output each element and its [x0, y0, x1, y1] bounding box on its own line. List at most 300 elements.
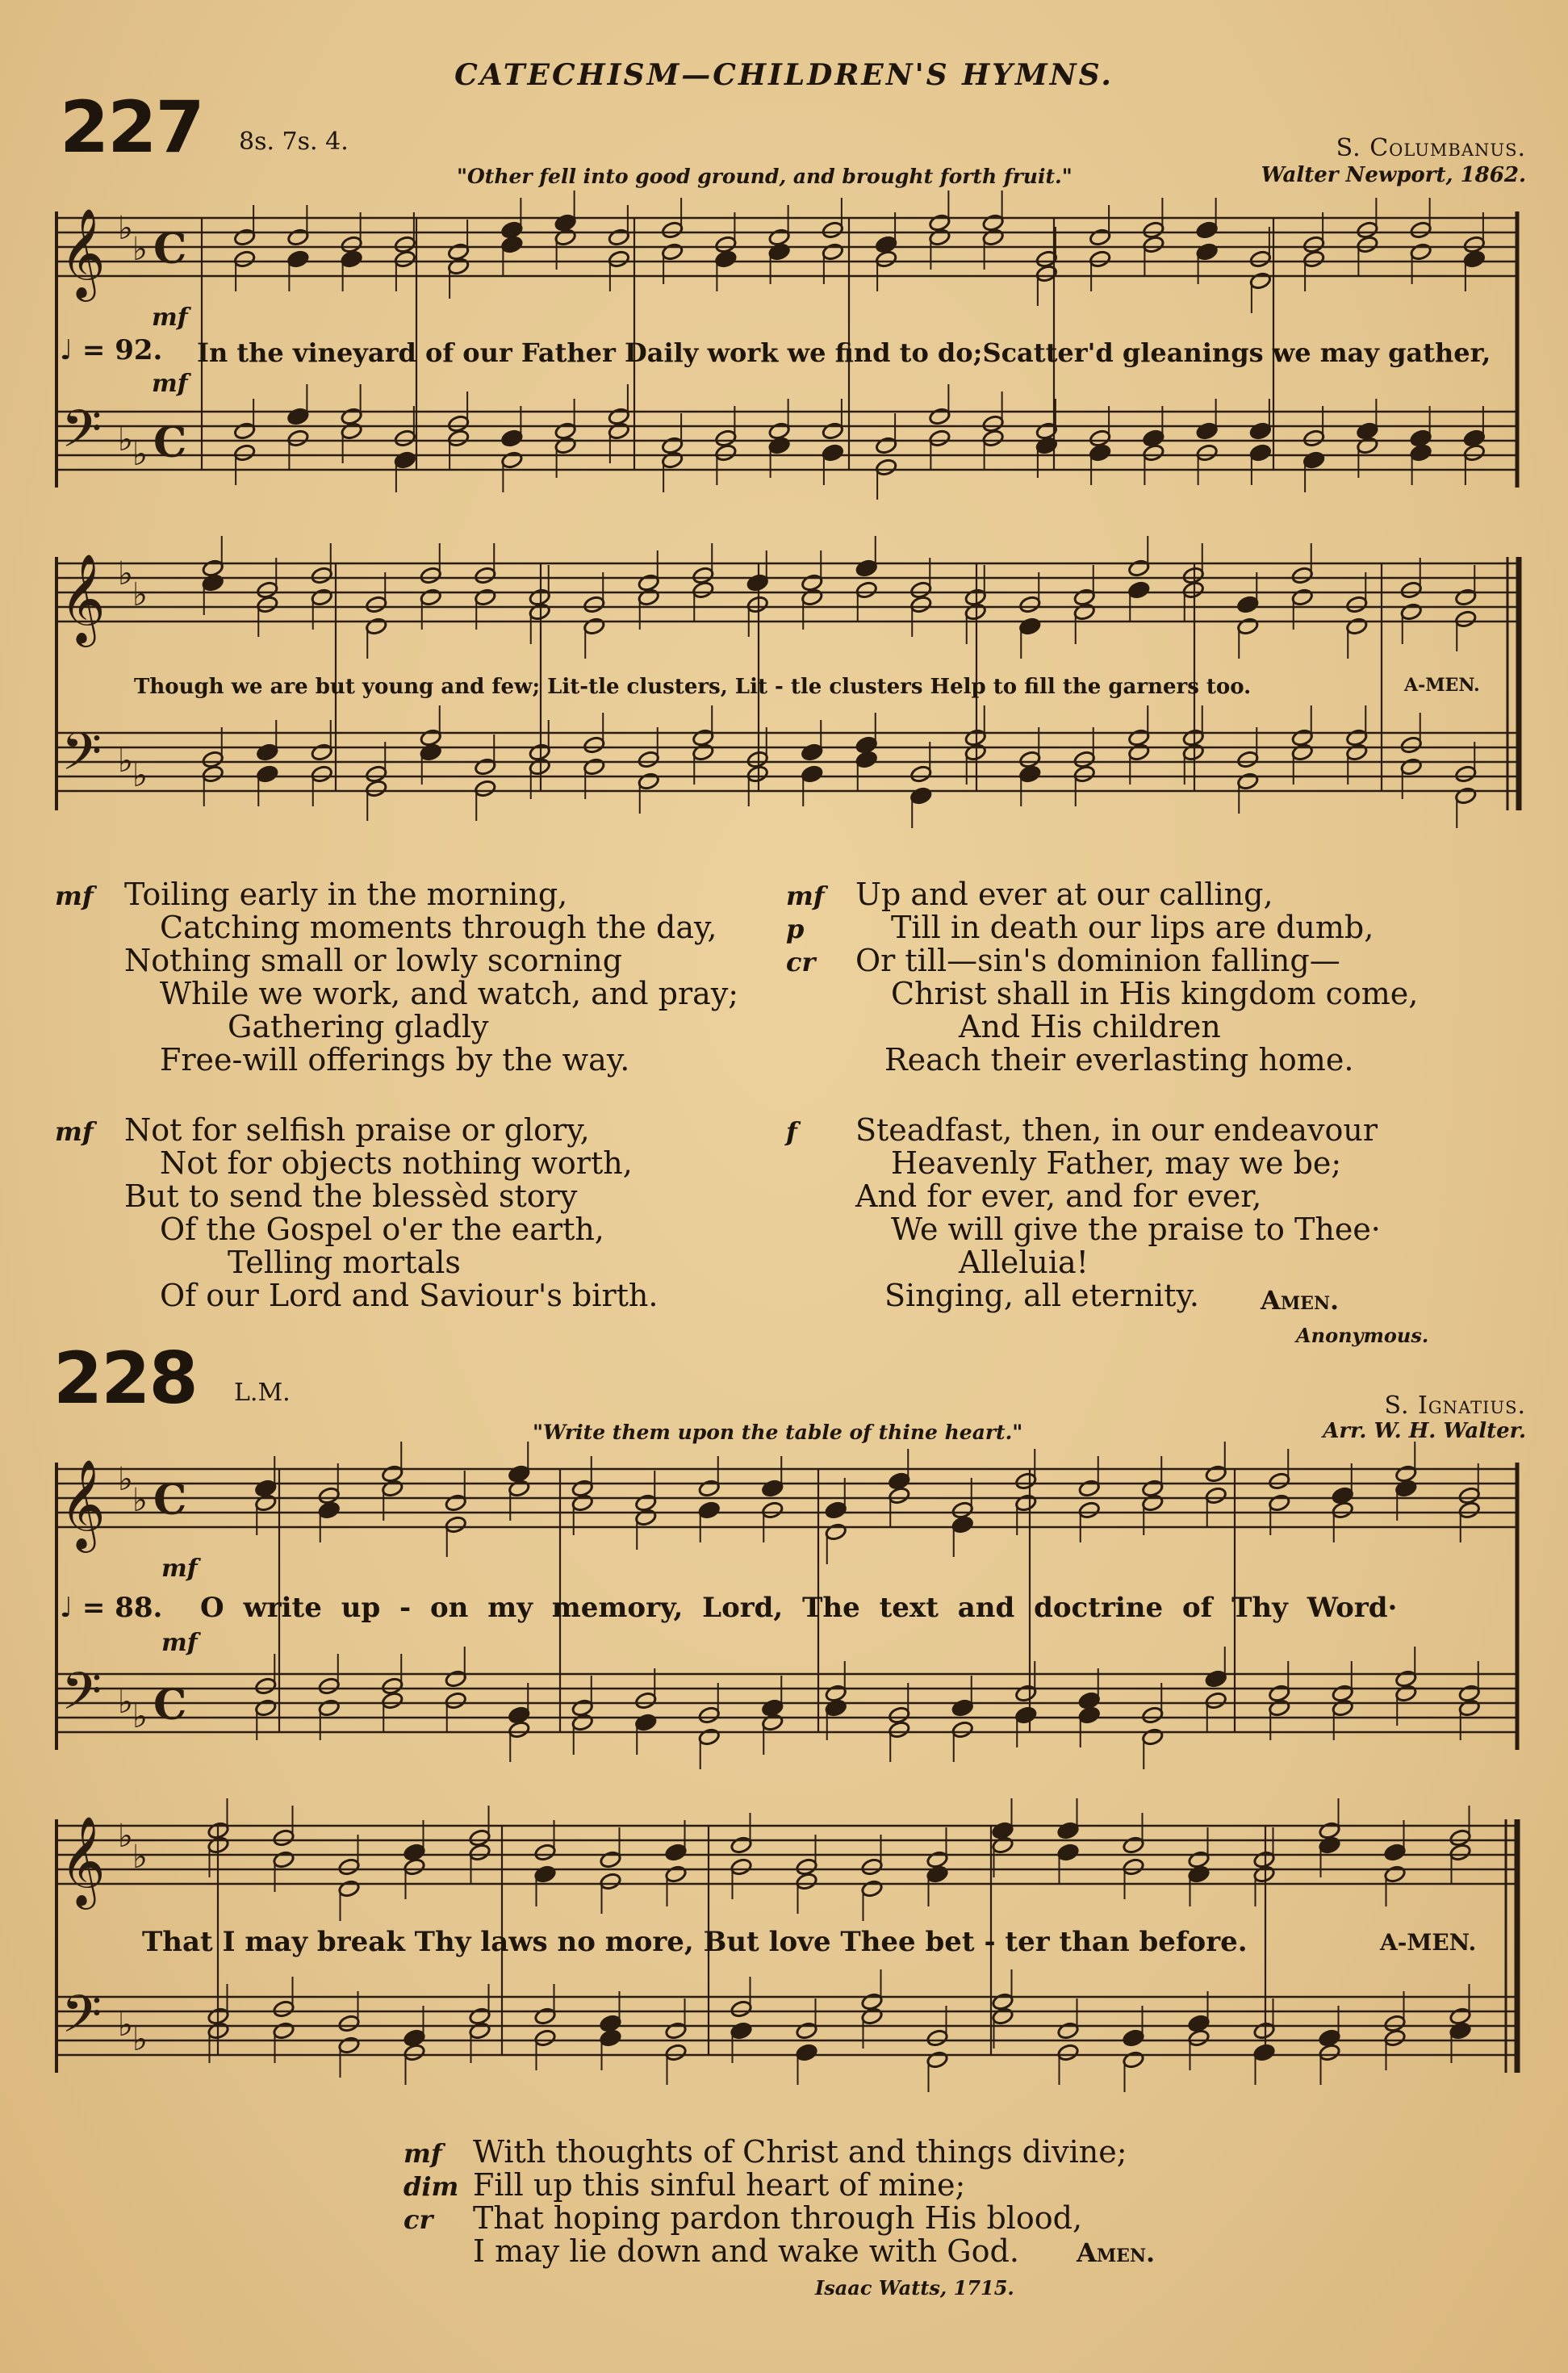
note-head — [1394, 1479, 1417, 1497]
note-head — [1252, 1850, 1275, 1869]
verse-text: Telling mortals — [228, 1245, 461, 1280]
note-head — [254, 1698, 277, 1717]
note-head — [951, 1720, 974, 1739]
note-head — [1078, 1500, 1101, 1519]
svg-text:𝄞: 𝄞 — [60, 1815, 106, 1906]
note-head — [1249, 421, 1272, 440]
note-head — [1127, 580, 1150, 599]
note-head — [445, 1515, 467, 1534]
note-head — [1345, 595, 1368, 613]
note-head — [286, 429, 309, 447]
note-head — [964, 588, 987, 606]
note-head — [855, 735, 878, 754]
note-head — [500, 429, 523, 447]
note-head — [1142, 443, 1165, 462]
note-head — [1122, 1857, 1144, 1876]
note-head — [855, 750, 878, 768]
note-head — [341, 249, 363, 268]
note-head — [341, 421, 363, 440]
note-head — [1454, 786, 1477, 805]
note-head — [1318, 2043, 1340, 2061]
svg-text:𝄢: 𝄢 — [61, 1985, 102, 2057]
note-head — [1410, 242, 1432, 261]
note-head — [1182, 580, 1205, 599]
note-head — [599, 2028, 621, 2047]
note-head — [1056, 2021, 1079, 2040]
verse-line — [124, 1279, 658, 1312]
note-head — [1383, 1864, 1406, 1883]
note-head — [1449, 2021, 1471, 2040]
svg-text:♭: ♭ — [118, 1684, 133, 1721]
note-head — [795, 1872, 817, 1890]
note-head — [311, 764, 333, 783]
note-head — [1458, 1500, 1481, 1519]
svg-text:C: C — [153, 418, 187, 467]
note-head — [365, 595, 387, 613]
note-head — [692, 743, 714, 761]
note-head — [474, 588, 496, 606]
hymn-227-underlay-1: In the vineyard of our Father Daily work we find to do;Scatter'd gleanings we may gather, — [197, 337, 1491, 368]
note-head — [341, 235, 363, 253]
verse-text: Not for selfish praise or glory, — [124, 1112, 590, 1148]
verse-line — [124, 944, 738, 977]
svg-text:♭: ♭ — [132, 757, 148, 794]
note-head — [1122, 1835, 1144, 1854]
note-head — [714, 235, 737, 253]
note-head — [692, 580, 714, 599]
note-head — [1463, 249, 1486, 268]
svg-text:♭: ♭ — [118, 1818, 133, 1855]
note-head — [608, 407, 630, 425]
note-head — [1056, 2043, 1079, 2061]
note-head — [1014, 1493, 1037, 1512]
note-head — [1073, 602, 1096, 621]
hymn-227-bass-dynamic: mf — [152, 370, 188, 398]
note-head — [761, 1500, 784, 1519]
note-head — [1073, 764, 1096, 783]
note-head — [1187, 2028, 1210, 2047]
note-head — [698, 1727, 721, 1746]
note-head — [664, 1843, 687, 1861]
note-head — [1089, 429, 1111, 447]
note-head — [926, 2028, 948, 2047]
note-head — [1073, 588, 1096, 606]
verse-line — [403, 2134, 1127, 2170]
verse-text: Catching moments through the day, — [160, 910, 717, 945]
note-head — [608, 228, 630, 246]
verse-line — [786, 943, 1418, 978]
note-head — [256, 580, 278, 599]
note-head — [1122, 2050, 1144, 2069]
note-head — [1400, 602, 1423, 621]
verse-text: Toiling early in the morning, — [124, 877, 568, 912]
note-head — [888, 1486, 910, 1505]
hymn-228-tempo-value: = 88. — [82, 1592, 163, 1624]
note-head — [768, 421, 791, 440]
note-head — [420, 728, 442, 747]
note-head — [664, 1864, 687, 1883]
verse-line — [403, 2200, 1127, 2236]
note-head — [202, 764, 224, 783]
note-head — [1073, 750, 1096, 768]
note-head — [318, 1500, 341, 1519]
note-head — [256, 595, 278, 613]
note-head — [554, 421, 577, 440]
note-head — [795, 2043, 817, 2061]
hymn-228-underlay-2: That I may break Thy laws no more, But love Thee bet - ter than before. — [142, 1926, 1248, 1958]
note-head — [571, 1479, 594, 1497]
note-head — [1141, 1727, 1164, 1746]
verse-text: And His children — [959, 1009, 1221, 1044]
note-head — [1236, 750, 1259, 768]
note-head — [1127, 728, 1150, 747]
note-head — [1356, 235, 1378, 253]
note-head — [822, 220, 844, 239]
verse-text: Heavenly Father, may we be; — [891, 1145, 1342, 1181]
note-head — [822, 443, 844, 462]
note-head — [1318, 1835, 1340, 1854]
note-head — [1056, 1821, 1079, 1839]
note-head — [1449, 1843, 1471, 1861]
note-head — [1018, 595, 1041, 613]
verse-line — [55, 877, 738, 912]
hymn-number-228: 228 — [53, 1337, 197, 1420]
verse-line — [473, 2235, 1127, 2268]
note-head — [860, 1992, 883, 2011]
note-head — [1252, 1864, 1275, 1883]
note-head — [730, 2021, 752, 2040]
note-head — [1291, 566, 1314, 584]
note-head — [888, 1705, 910, 1724]
note-head — [1089, 443, 1111, 462]
note-head — [608, 249, 630, 268]
note-head — [634, 1691, 657, 1710]
note-head — [337, 1879, 360, 1898]
note-head — [365, 764, 387, 783]
note-head — [583, 617, 605, 635]
staff-228-1-treble — [56, 1469, 1519, 1527]
verse-text: Of the Gospel o'er the earth, — [160, 1212, 604, 1247]
verse-text: Nothing small or lowly scorning — [124, 943, 623, 978]
note-head — [599, 1872, 621, 1890]
verse-text: Gathering gladly — [228, 1009, 489, 1044]
note-head — [1463, 235, 1486, 253]
verse-line — [124, 911, 738, 944]
note-head — [714, 249, 737, 268]
note-head — [420, 566, 442, 584]
note-head — [746, 764, 769, 783]
note-head — [1400, 735, 1423, 754]
note-head — [1410, 429, 1432, 447]
note-head — [964, 602, 987, 621]
verse-text: Of our Lord and Saviour's birth. — [160, 1278, 659, 1313]
note-head — [991, 1835, 1014, 1854]
note-head — [447, 414, 470, 433]
note-head — [1196, 220, 1219, 239]
svg-text:♭: ♭ — [132, 576, 148, 613]
note-head — [337, 1857, 360, 1876]
note-head — [403, 1843, 425, 1861]
note-head — [825, 1684, 847, 1702]
note-head — [341, 407, 363, 425]
note-head — [403, 1857, 425, 1876]
note-head — [1302, 249, 1325, 268]
note-head — [583, 757, 605, 776]
note-head — [311, 588, 333, 606]
note-head — [1127, 559, 1150, 577]
note-head — [698, 1705, 721, 1724]
note-head — [1383, 1843, 1406, 1861]
note-head — [256, 743, 278, 761]
note-head — [795, 1857, 817, 1876]
verse-line — [786, 877, 1418, 912]
note-head — [394, 450, 416, 469]
verse-text: Christ shall in His kingdom come, — [891, 976, 1419, 1011]
note-head — [634, 1713, 657, 1731]
note-head — [761, 1479, 784, 1497]
hymn-228-meter: L.M. — [234, 1379, 291, 1407]
verse-line — [403, 2167, 1127, 2203]
note-head — [661, 220, 684, 239]
note-head — [801, 743, 823, 761]
note-head — [951, 1515, 974, 1534]
note-head — [1356, 421, 1378, 440]
note-head — [233, 228, 256, 246]
verse-text: With thoughts of Christ and things divine; — [473, 2134, 1127, 2170]
note-head — [1400, 757, 1423, 776]
svg-text:♭: ♭ — [118, 210, 133, 247]
note-head — [1302, 429, 1325, 447]
dynamic-mark: p — [786, 914, 805, 944]
note-head — [888, 1471, 910, 1490]
note-head — [964, 728, 987, 747]
verse-text: And for ever, and for ever, — [855, 1178, 1262, 1214]
note-head — [1356, 220, 1378, 239]
note-head — [571, 1713, 594, 1731]
note-icon: ♩ — [60, 1592, 73, 1624]
note-head — [1018, 750, 1041, 768]
note-head — [926, 1850, 948, 1869]
hymn-228-epigraph: "Write them upon the table of thine heart." — [533, 1421, 1023, 1444]
note-head — [254, 1493, 277, 1512]
note-head — [825, 1698, 847, 1717]
note-head — [1463, 429, 1486, 447]
hymn-228-tempo-dynamic: mf — [161, 1555, 198, 1583]
note-head — [318, 1698, 341, 1717]
hymn-227-underlay-2: Though we are but young and few; Lit-tle clusters, Lit - tle clusters Help to fill the garners too. — [134, 675, 1252, 699]
dynamic-mark: mf — [403, 2138, 442, 2169]
hymn-228-amen: A-MEN. — [1380, 1929, 1477, 1956]
note-head — [746, 750, 769, 768]
note-head — [1078, 1705, 1101, 1724]
note-head — [909, 595, 932, 613]
note-head — [500, 220, 523, 239]
verse-line — [124, 977, 738, 1011]
verse-text: Alleluia! — [959, 1245, 1089, 1280]
verse-text: That hoping pardon through His blood, — [473, 2200, 1083, 2236]
hymn-227-verse-1 — [55, 877, 739, 1078]
hymn-227-composer: Walter Newport, 1862. — [1261, 163, 1526, 187]
note-head — [1356, 436, 1378, 454]
note-head — [1196, 242, 1219, 261]
note-head — [730, 1999, 752, 2018]
verse-text: But to send the blessèd story — [124, 1178, 578, 1214]
note-head — [795, 2021, 817, 2040]
note-head — [1089, 249, 1111, 268]
note-head — [1458, 1698, 1481, 1717]
note-head — [1236, 617, 1259, 635]
note-head — [1318, 2028, 1340, 2047]
note-head — [1449, 1828, 1471, 1847]
svg-text:♭: ♭ — [132, 1698, 148, 1735]
note-head — [474, 779, 496, 797]
hymn-228-final-amen: Amen. — [1077, 2237, 1156, 2268]
verse-line — [855, 1180, 1381, 1213]
hymn-227-epigraph: "Other fell into good ground, and brought forth fruit." — [457, 165, 1073, 188]
note-head — [730, 1857, 752, 1876]
hymn-227-final-amen: Amen. — [1261, 1285, 1340, 1316]
svg-text:𝄢: 𝄢 — [61, 400, 102, 472]
note-head — [1236, 595, 1259, 613]
note-head — [1018, 617, 1041, 635]
note-head — [337, 2014, 360, 2032]
svg-text:♭: ♭ — [118, 555, 133, 592]
hymn-227-meter: 8s. 7s. 4. — [239, 128, 349, 156]
note-head — [746, 573, 769, 592]
note-head — [1458, 1684, 1481, 1702]
note-head — [394, 249, 416, 268]
verse-line — [855, 1246, 1381, 1279]
hymn-228-arranger: Arr. W. H. Walter. — [1323, 1419, 1526, 1443]
verse-text: While we work, and watch, and pray; — [160, 976, 739, 1011]
note-head — [272, 2021, 295, 2040]
note-head — [698, 1479, 721, 1497]
note-head — [500, 235, 523, 253]
note-head — [1291, 743, 1314, 761]
note-head — [1332, 1698, 1354, 1717]
note-head — [661, 242, 684, 261]
note-head — [529, 588, 551, 606]
note-head — [202, 750, 224, 768]
note-head — [508, 1464, 530, 1483]
note-head — [286, 407, 309, 425]
note-head — [1268, 1698, 1290, 1717]
note-head — [982, 414, 1005, 433]
note-head — [533, 1843, 556, 1861]
note-head — [1252, 2021, 1275, 2040]
note-head — [554, 213, 577, 232]
note-head — [825, 1522, 847, 1541]
note-head — [664, 2021, 687, 2040]
hymn-227-verse-4 — [786, 1112, 1381, 1313]
note-head — [1187, 1850, 1210, 1869]
note-head — [1268, 1493, 1290, 1512]
note-head — [1318, 1821, 1340, 1839]
note-head — [1142, 429, 1165, 447]
verse-line — [124, 1246, 658, 1279]
note-head — [698, 1500, 721, 1519]
hymn-227-verse-3 — [786, 877, 1419, 1078]
note-head — [638, 750, 660, 768]
verse-text: Till in death our lips are dumb, — [891, 910, 1374, 945]
note-head — [1205, 1691, 1227, 1710]
note-head — [571, 1493, 594, 1512]
verse-text: Up and ever at our calling, — [855, 877, 1273, 912]
dynamic-mark: mf — [55, 881, 94, 911]
note-head — [286, 249, 309, 268]
note-head — [1249, 271, 1272, 290]
note-head — [365, 617, 387, 635]
note-head — [1056, 1843, 1079, 1861]
note-head — [991, 1821, 1014, 1839]
note-head — [468, 2021, 491, 2040]
verse-line — [55, 1112, 658, 1148]
note-head — [909, 580, 932, 599]
note-head — [599, 2014, 621, 2032]
verse-line — [124, 1011, 738, 1044]
hymn-number-227: 227 — [60, 86, 203, 169]
note-head — [554, 228, 577, 246]
note-head — [761, 1698, 784, 1717]
note-head — [661, 450, 684, 469]
note-head — [1302, 235, 1325, 253]
note-head — [337, 2036, 360, 2054]
svg-text:♭: ♭ — [118, 2007, 133, 2044]
note-head — [1127, 743, 1150, 761]
note-head — [1142, 235, 1165, 253]
note-head — [1394, 1464, 1417, 1483]
note-head — [1454, 609, 1477, 628]
verse-text: Not for objects nothing worth, — [160, 1145, 633, 1181]
note-head — [394, 235, 416, 253]
note-head — [381, 1676, 403, 1695]
note-head — [1383, 2028, 1406, 2047]
note-head — [474, 757, 496, 776]
note-head — [445, 1691, 467, 1710]
note-head — [256, 764, 278, 783]
note-head — [928, 429, 951, 447]
note-head — [1249, 249, 1272, 268]
svg-text:𝄞: 𝄞 — [60, 553, 106, 643]
note-head — [286, 228, 309, 246]
note-head — [1449, 2007, 1471, 2025]
verse-line — [855, 977, 1418, 1011]
hymn-228-tempo — [60, 1592, 162, 1624]
note-head — [1463, 443, 1486, 462]
note-head — [1196, 443, 1219, 462]
note-head — [311, 566, 333, 584]
hymn-227-amen: A-MEN. — [1404, 675, 1480, 696]
note-head — [1332, 1486, 1354, 1505]
note-head — [381, 1691, 403, 1710]
dynamic-mark: cr — [786, 947, 816, 977]
note-head — [1141, 1493, 1164, 1512]
note-icon: ♩ — [60, 334, 73, 366]
note-head — [982, 429, 1005, 447]
note-head — [875, 436, 897, 454]
note-head — [822, 242, 844, 261]
svg-text:𝄞: 𝄞 — [60, 207, 106, 298]
verse-text: I may lie down and wake with God. — [473, 2233, 1019, 2269]
note-head — [982, 213, 1005, 232]
note-head — [1014, 1684, 1037, 1702]
dynamic-mark: f — [786, 1116, 797, 1147]
note-head — [468, 1843, 491, 1861]
hymn-227-tempo — [60, 334, 162, 366]
note-head — [1014, 1705, 1037, 1724]
note-head — [801, 573, 823, 592]
note-head — [1205, 1486, 1227, 1505]
